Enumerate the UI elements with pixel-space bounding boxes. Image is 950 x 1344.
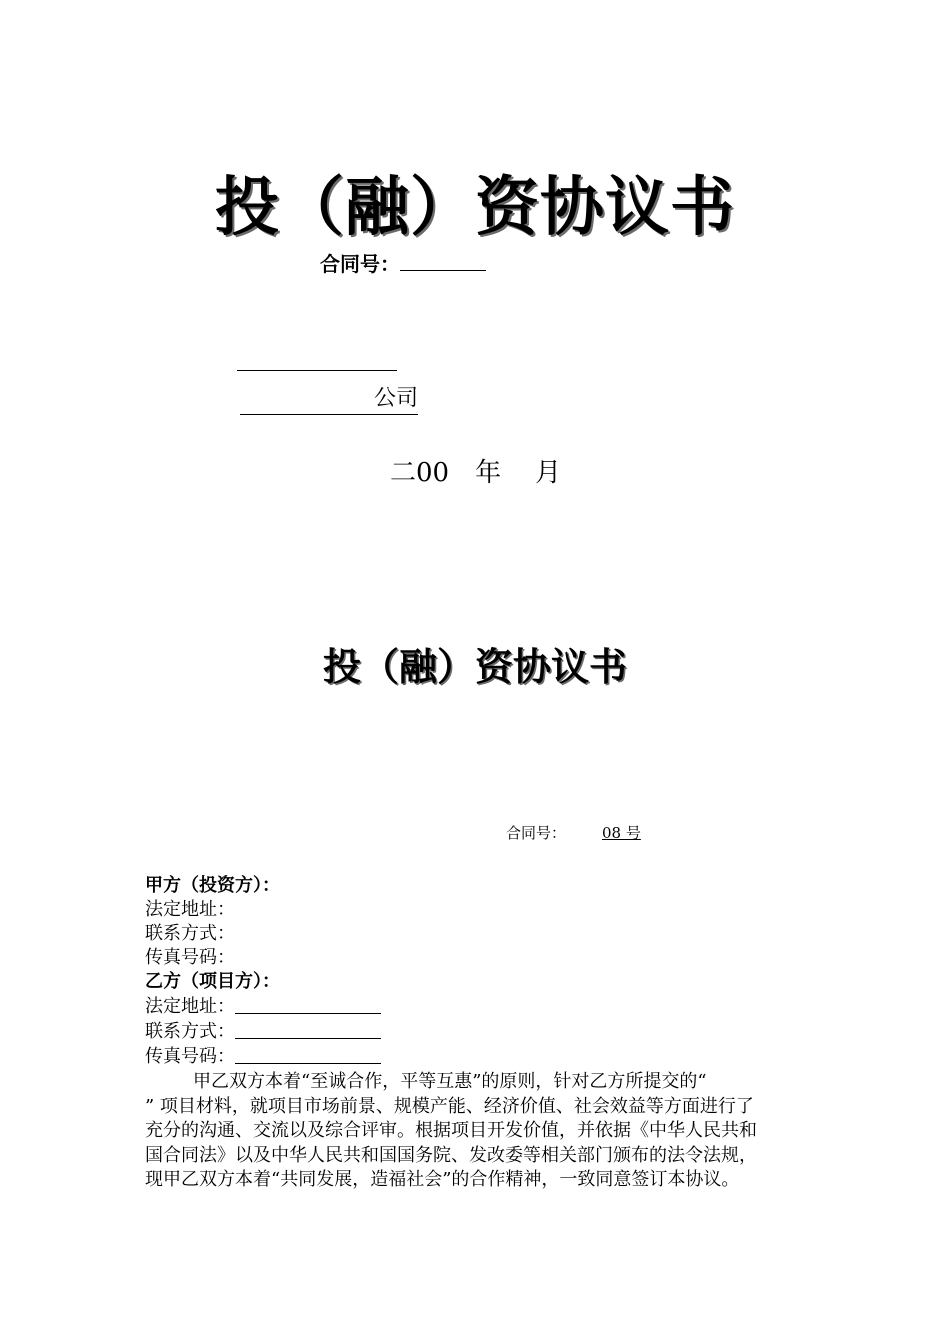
cover-date-month-unit: 月 (535, 458, 562, 488)
agreement-contract-label: 合同号： (506, 824, 567, 842)
party-a-contact: 联系方式： (145, 923, 235, 944)
preamble-line: 充分的沟通、交流以及综合评审。根据项目开发价值，并依据《中华人民共和 (145, 1120, 757, 1142)
preamble-line: 现甲乙双方本着“共同发展，造福社会”的合作精神，一致同意签订本协议。 (145, 1169, 740, 1191)
party-b-fax-label: 传真号码： (145, 1046, 235, 1067)
party-b-address-blank (235, 995, 381, 1014)
party-b-fax-row (145, 1045, 381, 1069)
cover-title: 投（融）资协议书 (215, 171, 735, 245)
party-b-address-label: 法定地址： (145, 996, 235, 1017)
party-a-fax: 传真号码： (145, 947, 235, 968)
cover-date (390, 456, 561, 490)
party-b-contact-row (145, 1020, 381, 1044)
party-b-contact-label: 联系方式： (145, 1021, 235, 1042)
party-b-heading: 乙方（项目方）： (145, 971, 280, 992)
preamble-line: ” 项目材料，就项目市场前景、规模产能、经济价值、社会效益等方面进行了 (145, 1095, 754, 1117)
party-a-address: 法定地址： (145, 899, 235, 920)
cover-signature-line (237, 370, 397, 371)
preamble-line: 甲乙双方本着“至诚合作，平等互惠”的原则，针对乙方所提交的“ (193, 1071, 707, 1092)
agreement-contract-value: 08 号 (602, 824, 641, 842)
cover-company-label: 公司 (374, 386, 419, 411)
cover-date-year-unit: 年 (475, 458, 502, 488)
preamble-line: 国合同法》以及中华人民共和国国务院、发改委等相关部门颁布的法令法规， (145, 1144, 757, 1166)
party-a-heading: 甲方（投资方）： (145, 875, 280, 896)
cover-contract-blank (400, 250, 486, 271)
agreement-title: 投（融）资协议书 (322, 645, 627, 689)
cover-contract-label: 合同号： (320, 252, 400, 276)
party-b-address-row (145, 995, 381, 1019)
party-b-fax-blank (235, 1045, 381, 1064)
cover-date-year-prefix: 二00 (390, 458, 450, 488)
agreement-contract-number (506, 822, 641, 844)
party-b-contact-blank (235, 1020, 381, 1039)
preamble-paragraph (145, 1070, 805, 1193)
cover-company-line (240, 384, 418, 415)
cover-contract-number (320, 250, 486, 277)
